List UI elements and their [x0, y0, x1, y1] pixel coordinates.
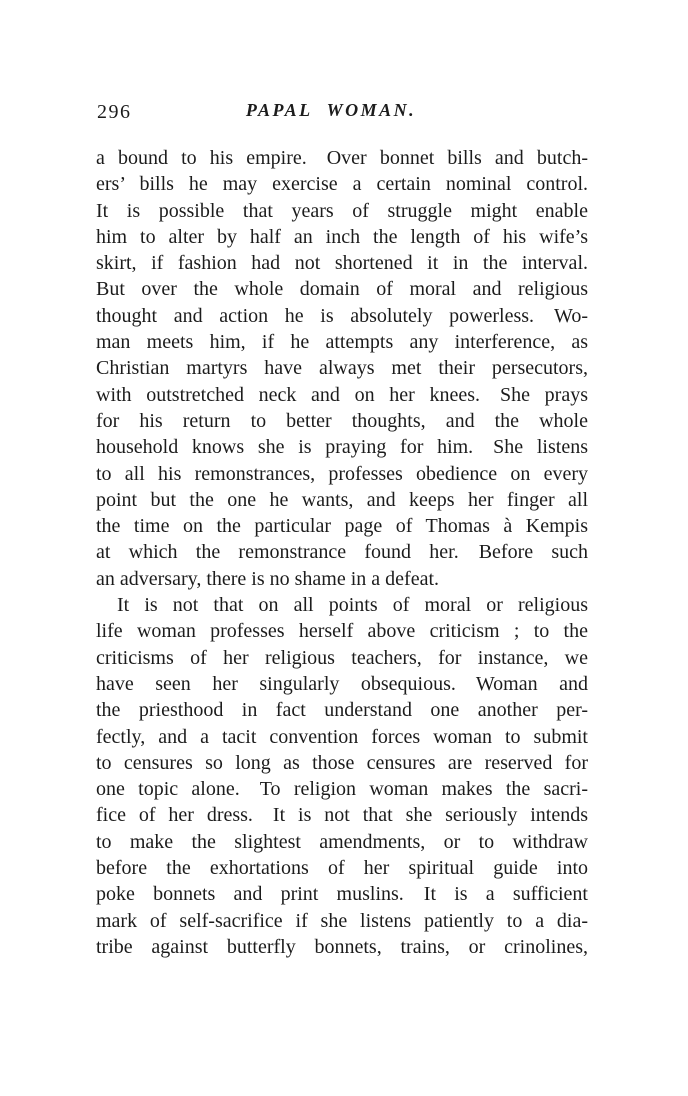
- text-line: before the exhortations of her spiritual guide into: [96, 857, 588, 880]
- paragraph: [96, 592, 588, 960]
- paragraph: [96, 145, 588, 592]
- text-line: household knows she is praying for him. She listens: [96, 436, 588, 459]
- text-line: him to alter by half an inch the length of his wife’s: [96, 225, 588, 248]
- text-line: to censures so long as those censures are reserved for: [96, 751, 588, 774]
- text-line: skirt, if fashion had not shortened it in the interval.: [96, 252, 588, 275]
- text-line: thought and action he is absolutely powerless. Wo-: [96, 304, 588, 327]
- text-line: at which the remonstrance found her. Before such: [96, 541, 588, 564]
- page-number: 296: [97, 101, 132, 123]
- text-line: It is possible that years of struggle might enable: [96, 199, 588, 222]
- text-line: point but the one he wants, and keeps her finger all: [96, 488, 588, 511]
- text-line: mark of self-sacrifice if she listens patiently to a dia-: [96, 909, 588, 932]
- text-line: one topic alone. To religion woman makes the sacri-: [96, 778, 588, 801]
- text-line: have seen her singularly obsequious. Woman and: [96, 672, 588, 695]
- text-line: Christian martyrs have always met their persecutors,: [96, 357, 588, 380]
- running-head: [96, 100, 588, 126]
- text-line: the time on the particular page of Thomas à Kempis: [96, 515, 588, 538]
- text-line: with outstretched neck and on her knees. She prays: [96, 383, 588, 406]
- text-line: ers’ bills he may exercise a certain nominal control.: [96, 173, 588, 196]
- text-line: criticisms of her religious teachers, for instance, we: [96, 646, 588, 669]
- running-title: PAPAL WOMAN.: [245, 100, 417, 120]
- text-line: a bound to his empire. Over bonnet bills and butch-: [96, 147, 588, 169]
- text-block: [96, 145, 588, 960]
- text-line: fectly, and a tacit convention forces woman to submit: [96, 725, 588, 748]
- text-line: for his return to better thoughts, and the whole: [96, 409, 588, 432]
- text-line: poke bonnets and print muslins. It is a sufficient: [96, 883, 588, 906]
- text-line: an adversary, there is no shame in a defeat.: [96, 567, 439, 590]
- text-line: to make the slightest amendments, or to withdraw: [96, 830, 588, 853]
- text-line: fice of her dress. It is not that she seriously intends: [96, 804, 588, 827]
- text-line: the priesthood in fact understand one another per-: [96, 699, 588, 722]
- text-line: It is not that on all points of moral or religious: [117, 594, 588, 617]
- text-line: to all his remonstrances, professes obedience on every: [96, 462, 588, 485]
- text-line: man meets him, if he attempts any interference, as: [96, 331, 588, 354]
- text-line: tribe against butterfly bonnets, trains, or crinolines,: [96, 935, 588, 958]
- text-line: But over the whole domain of moral and religious: [96, 278, 588, 301]
- text-line: life woman professes herself above criticism ; to the: [96, 620, 588, 643]
